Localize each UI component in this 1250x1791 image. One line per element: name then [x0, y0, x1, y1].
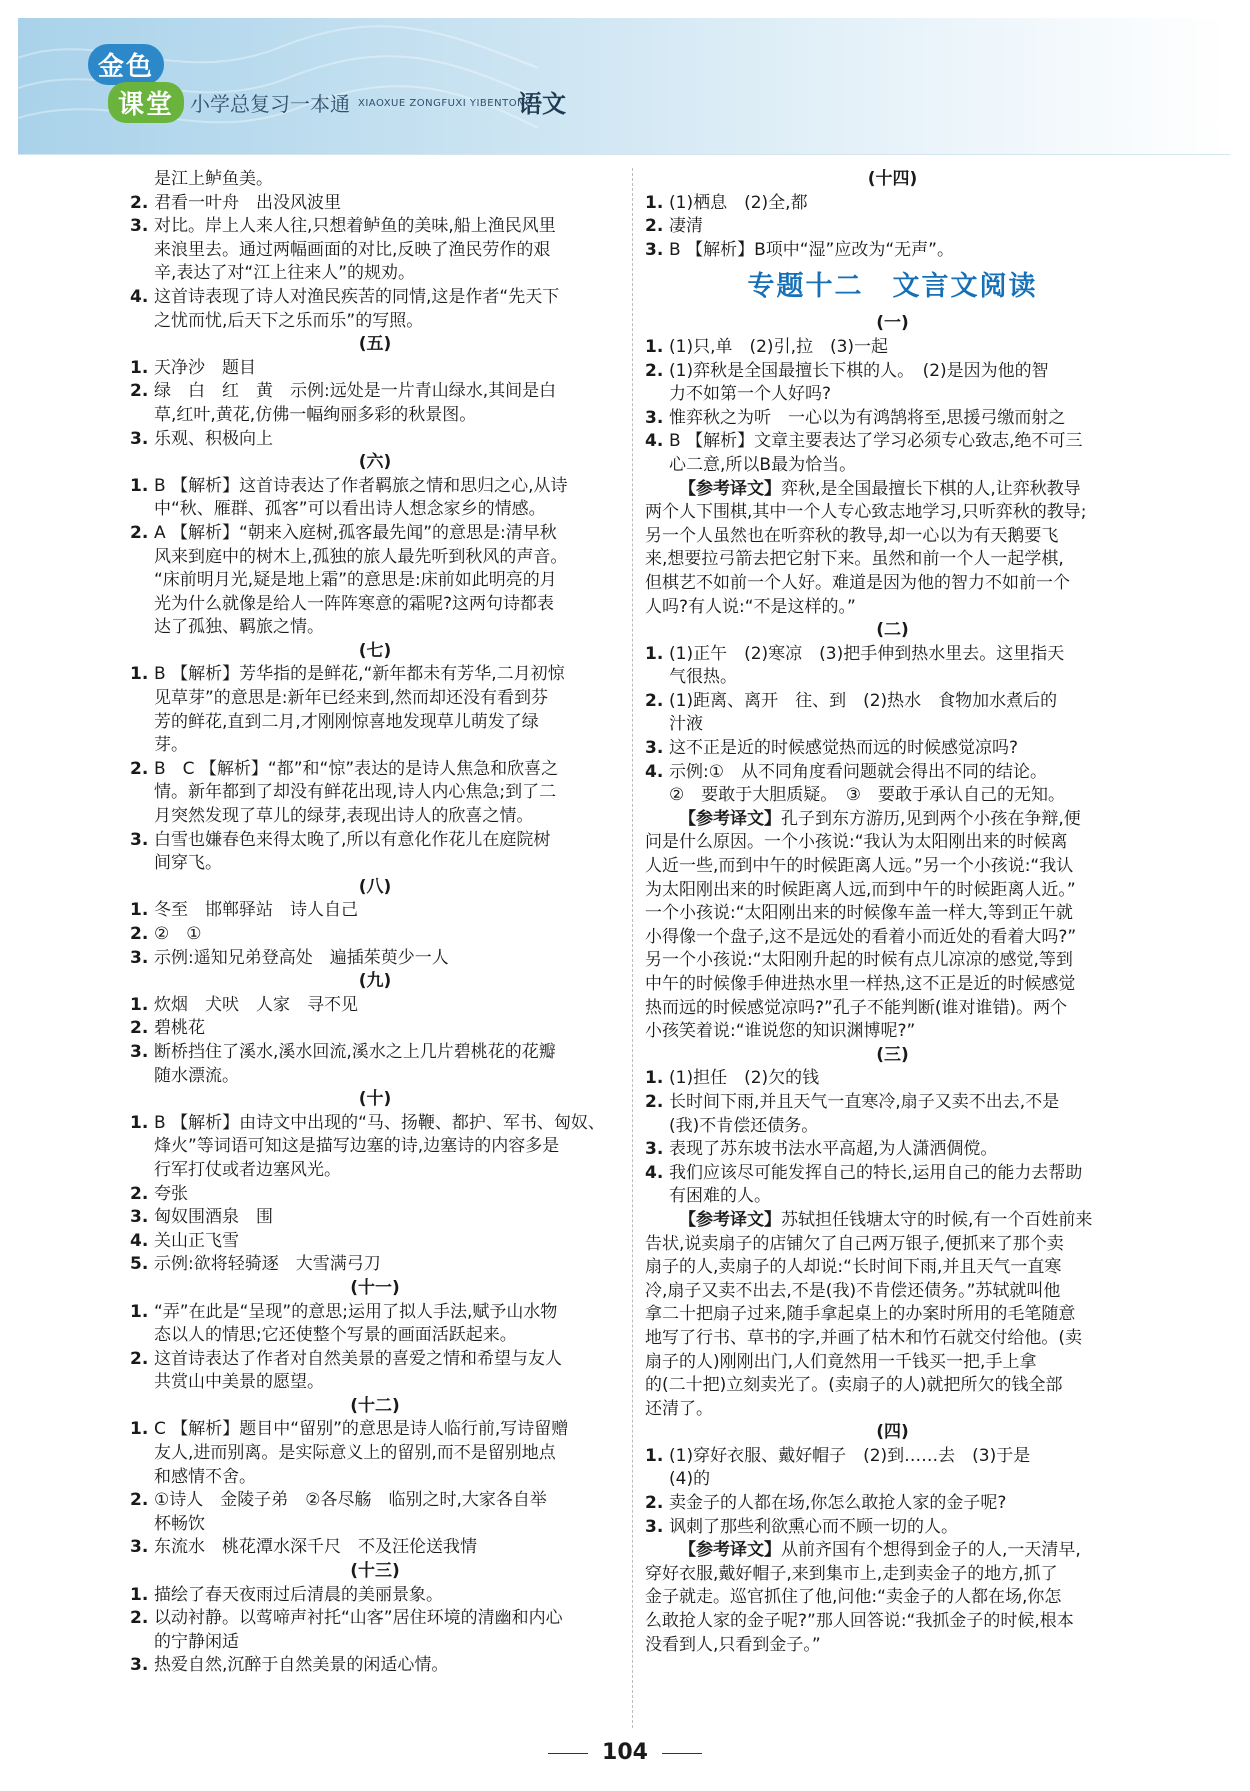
answer-item: [645, 1067, 1140, 1091]
item-number: 4.: [645, 1162, 664, 1183]
translation-tag: 【参考译文】: [679, 1540, 781, 1561]
answer-item: [645, 761, 1140, 785]
series-title-pinyin: XIAOXUE ZONGFUXI YIBENTONG: [358, 98, 534, 109]
answer-continuation: 间穿飞。: [154, 853, 222, 874]
answer-item: [130, 663, 620, 687]
item-text: ①诗人 金陵子弟 ②各尽觞 临别之时,大家各自举: [154, 1490, 547, 1511]
section-number: (二): [876, 620, 909, 641]
translation-line: 但棋艺不如前一个人好。难道是因为他的智力不如前一个: [645, 572, 1070, 593]
item-text: 东流水 桃花潭水深千尺 不及汪伦送我情: [154, 1537, 477, 1558]
item-number: 3.: [645, 1516, 664, 1537]
item-number: 4.: [645, 761, 664, 782]
page-number-dash-right: [662, 1753, 702, 1754]
item-number: 1.: [645, 1068, 664, 1089]
item-number: 2.: [130, 381, 149, 402]
item-text: B C 【解析】“都”和“惊”表达的是诗人焦急和欣喜之: [154, 758, 559, 779]
translation-line: 另一个小孩说:“太阳刚升起的时候有点儿凉凉的感觉,等到: [645, 950, 1073, 971]
section-number: (一): [876, 313, 909, 334]
translation-line: 小孩笑着说:“谁说您的知识渊博呢?”: [645, 1021, 916, 1042]
answer-item: [130, 1654, 620, 1678]
translation-line: 另一个人虽然也在听弈秋的教导,却一心以为有天鹅要飞: [645, 525, 1059, 546]
item-number: 2.: [645, 1091, 664, 1112]
item-text: 示例:欲将轻骑逐 大雪满弓刀: [154, 1254, 381, 1275]
item-number: 2.: [130, 1348, 149, 1369]
left-column: [130, 168, 620, 1678]
item-text: (1)正午 (2)寒凉 (3)把手伸到热水里去。这里指天: [669, 643, 1065, 664]
translation-line: 还清了。: [645, 1398, 713, 1419]
translation-line: 么敢抢人家的金子呢?”那人回答说:“我抓金子的时候,根本: [645, 1611, 1074, 1632]
series-title: 小学总复习一本通: [190, 92, 350, 116]
item-text: ② ①: [154, 924, 202, 944]
item-number: 2.: [130, 924, 149, 944]
translation-line: 小得像一个盘子,这不是远处的看着小而近处的看着大吗?”: [645, 926, 1077, 947]
translation-text: 弈秋,是全国最擅长下棋的人,让弈秋教导: [781, 478, 1081, 499]
item-text: B 【解析】B项中“湿”应改为“无声”。: [669, 239, 954, 260]
translation-text: 从前齐国有个想得到金子的人,一天清早,: [781, 1540, 1081, 1561]
answer-item: [130, 380, 620, 404]
translation-tag: 【参考译文】: [679, 808, 781, 829]
translation-tag: 【参考译文】: [679, 1209, 781, 1230]
answer-item: [645, 643, 1140, 667]
item-text: 碧桃花: [154, 1018, 205, 1039]
answer-continuation: 和感情不舍。: [154, 1466, 256, 1487]
section-number: (四): [876, 1422, 909, 1443]
item-text: 长时间下雨,并且天气一直寒冷,扇子又卖不出去,不是: [669, 1091, 1060, 1112]
item-number: 2.: [645, 360, 664, 381]
item-number: 4.: [645, 431, 664, 452]
column-divider: [632, 168, 633, 1728]
item-text: (1)距离、离开 往、到 (2)热水 食物加水煮后的: [669, 690, 1058, 711]
translation-line: 人吗?有人说:“不是这样的。”: [645, 596, 856, 617]
wave-pattern-decoration: [18, 18, 538, 154]
item-number: 2.: [645, 216, 664, 237]
section-number: (十二): [350, 1395, 400, 1416]
item-number: 1.: [645, 192, 664, 213]
item-number: 2.: [645, 690, 664, 711]
answer-item: [130, 1301, 620, 1325]
translation-line: 金子就走。巡官抓住了他,问他:“卖金子的人都在场,你怎: [645, 1587, 1062, 1608]
answer-item: [130, 1607, 620, 1631]
item-number: 2.: [130, 758, 149, 779]
answer-continuation: 芳的鲜花,直到二月,才刚刚惊喜地发现草儿萌发了绿: [154, 711, 539, 732]
answer-item: [130, 1041, 620, 1065]
item-text: “弄”在此是“呈现”的意思;运用了拟人手法,赋予山水物: [154, 1301, 558, 1322]
page-header: [18, 18, 1230, 155]
item-text: 君看一叶舟 出没风波里: [154, 192, 341, 213]
page-number-dash-left: [548, 1753, 588, 1754]
item-text: 凄清: [669, 216, 703, 237]
answer-item: [130, 1536, 620, 1560]
translation-line: 没看到人,只看到金子。”: [645, 1634, 821, 1655]
item-number: 2.: [130, 1490, 149, 1511]
answer-continuation: 见草芽”的意思是:新年已经来到,然而却还没有看到芬: [154, 688, 548, 709]
item-number: 2.: [130, 1018, 149, 1039]
item-text: (1)弈秋是全国最擅长下棋的人。 (2)是因为他的智: [669, 360, 1049, 381]
item-number: 3.: [130, 1041, 149, 1062]
answer-item: [645, 1516, 1140, 1540]
item-text: (1)只,单 (2)引,拉 (3)一起: [669, 336, 889, 357]
item-number: 3.: [645, 738, 664, 759]
item-number: 1.: [130, 475, 149, 496]
answer-continuation: “床前明月光,疑是地上霜”的意思是:床前如此明亮的月: [154, 570, 557, 591]
answer-item: [130, 1183, 620, 1207]
item-text: 示例:遥知兄弟登高处 遍插茱萸少一人: [154, 947, 449, 968]
section-number: (十四): [867, 169, 918, 189]
answer-continuation: 态以人的情思;它还使整个写景的画面活跃起来。: [154, 1325, 517, 1346]
item-number: 3.: [130, 1207, 149, 1228]
answer-item: [645, 215, 1140, 239]
answer-item: [645, 690, 1140, 714]
item-number: 3.: [130, 216, 149, 237]
item-text: 描绘了春天夜雨过后清晨的美丽景象。: [154, 1584, 443, 1605]
answer-item: [130, 286, 620, 310]
answer-item: [130, 428, 620, 452]
item-text: 表现了苏东坡书法水平高超,为人潇洒倜傥。: [669, 1139, 998, 1160]
answer-continuation: 汁液: [669, 714, 703, 735]
answer-continuation: ② 要敢于大胆质疑。 ③ 要敢于承认自己的无知。: [669, 785, 1065, 806]
item-text: 断桥挡住了溪水,溪水回流,溪水之上几片碧桃花的花瓣: [154, 1041, 556, 1062]
item-text: 冬至 邯郸驿站 诗人自己: [154, 900, 358, 921]
translation-line: 拿二十把扇子过来,随手拿起桌上的办案时所用的毛笔随意: [645, 1304, 1076, 1325]
answer-item: [645, 336, 1140, 360]
item-number: 1.: [130, 994, 149, 1015]
item-text: (1)穿好衣服、戴好帽子 (2)到……去 (3)于是: [669, 1445, 1031, 1466]
right-column: [645, 168, 1140, 1657]
answer-item: [130, 994, 620, 1018]
translation-line: 冷,扇子又卖不出去,不是(我)不肯偿还债务。”苏轼就叫他: [645, 1280, 1061, 1301]
reference-translation: [645, 1539, 1140, 1563]
item-number: 3.: [130, 1655, 149, 1676]
answer-continuation: 随水漂流。: [154, 1065, 239, 1086]
item-number: 3.: [130, 947, 149, 968]
answer-continuation: 中“秋、雁群、孤客”可以看出诗人想念家乡的情感。: [154, 499, 546, 520]
translation-tag: 【参考译文】: [679, 478, 781, 499]
section-number: (八): [358, 876, 392, 897]
translation-line: 一个小孩说:“太阳刚出来的时候像车盖一样大,等到正午就: [645, 903, 1073, 924]
item-number: 1.: [645, 1445, 664, 1466]
translation-line: 热而远的时候感觉凉吗?”孔子不能判断(谁对谁错)。两个: [645, 997, 1068, 1018]
answer-item: [645, 737, 1140, 761]
answer-item: [130, 1112, 620, 1136]
answer-item: [130, 1206, 620, 1230]
item-number: 1.: [130, 1301, 149, 1322]
answer-item: [645, 407, 1140, 431]
item-text: 炊烟 犬吠 人家 寻不见: [154, 994, 358, 1015]
item-text: 讽刺了那些利欲熏心而不顾一切的人。: [669, 1516, 958, 1537]
item-number: 1.: [130, 357, 149, 378]
answer-continuation: 草,红叶,黄花,仿佛一幅绚丽多彩的秋景图。: [154, 404, 477, 425]
section-number: (七): [358, 640, 392, 661]
item-text: 白雪也嫌春色来得太晚了,所以有意化作花儿在庭院树: [154, 829, 551, 850]
answer-item: [645, 1162, 1140, 1186]
section-number: (三): [876, 1044, 909, 1065]
item-text: B 【解析】这首诗表达了作者羁旅之情和思归之心,从诗: [154, 475, 568, 496]
item-text: 惟弈秋之为听 一心以为有鸿鹄将至,思援弓缴而射之: [669, 407, 1066, 428]
answer-item: [130, 1253, 620, 1277]
answer-continuation: 杯畅饮: [154, 1513, 205, 1534]
translation-line: 告状,说卖扇子的店铺欠了自己两万银子,便抓来了那个卖: [645, 1233, 1064, 1254]
translation-text: 孔子到东方游历,见到两个小孩在争辩,便: [781, 808, 1081, 829]
section-number: (六): [358, 452, 392, 473]
item-number: 2.: [645, 1493, 664, 1514]
answer-continuation: 之忧而忧,后天下之乐而乐”的写照。: [154, 310, 424, 331]
item-number: 3.: [645, 239, 664, 260]
answer-item: [130, 1418, 620, 1442]
item-text: 绿 白 红 黄 示例:远处是一片青山绿水,其间是白: [154, 381, 557, 402]
answer-continuation: 气很热。: [669, 667, 737, 688]
answer-item: [130, 1017, 620, 1041]
answer-item: [130, 1230, 620, 1254]
item-text: 乐观、积极向上: [154, 428, 273, 449]
item-number: 1.: [130, 664, 149, 685]
topic-title: 专题十二 文言文阅读: [747, 271, 1038, 303]
answer-item: [645, 1492, 1140, 1516]
item-number: 3.: [645, 407, 664, 428]
answer-continuation: 风来到庭中的树木上,孤独的旅人最先听到秋风的声音。: [154, 546, 568, 567]
item-number: 1.: [130, 1419, 149, 1440]
page-number-text: 104: [602, 1740, 648, 1765]
item-text: 匈奴围酒泉 围: [154, 1207, 273, 1228]
item-number: 3.: [645, 1139, 664, 1160]
item-number: 1.: [130, 1584, 149, 1605]
item-number: 4.: [130, 1230, 149, 1251]
item-number: 1.: [130, 900, 149, 921]
item-number: 3.: [130, 829, 149, 850]
item-text: 我们应该尽可能发挥自己的特长,运用自己的能力去帮助: [669, 1162, 1083, 1183]
answer-item: [130, 475, 620, 499]
answer-item: [130, 947, 620, 971]
answer-continuation: 力不如第一个人好吗?: [669, 384, 832, 405]
answer-item: [130, 758, 620, 782]
item-text: 这首诗表达了作者对自然美景的喜爱之情和希望与友人: [154, 1348, 562, 1369]
answer-continuation: 月突然发现了草儿的绿芽,表现出诗人的欣喜之情。: [154, 806, 534, 827]
item-number: 2.: [130, 192, 149, 213]
brand-logo-top: 金色: [88, 44, 164, 85]
answer-continuation: 芽。: [154, 735, 188, 756]
item-text: 卖金子的人都在场,你怎么敢抢人家的金子呢?: [669, 1493, 1007, 1514]
item-number: 4.: [130, 286, 149, 307]
answer-continuation: (我)不肯偿还债务。: [669, 1115, 819, 1136]
item-text: 热爱自然,沉醉于自然美景的闲适心情。: [154, 1655, 449, 1676]
translation-line: 扇子的人,卖扇子的人却说:“长时间下雨,并且天气一直寒: [645, 1257, 1062, 1278]
item-text: 对比。岸上人来人往,只想着鲈鱼的美味,船上渔民风里: [154, 216, 556, 237]
item-text: 以动衬静。以莺啼声衬托“山客”居住环境的清幽和内心: [154, 1608, 563, 1629]
item-text: 这不正是近的时候感觉热而远的时候感觉凉吗?: [669, 738, 1019, 759]
section-number: (五): [358, 334, 392, 355]
answer-continuation: (4)的: [669, 1469, 711, 1490]
subject-title: 语文: [518, 90, 566, 118]
translation-line: 问是什么原因。一个小孩说:“我认为太阳刚出来的时候离: [645, 832, 1068, 853]
translation-line: 为太阳刚出来的时候距离人远,而到中午的时候距离人近。”: [645, 879, 1076, 900]
answer-item: [645, 1445, 1140, 1469]
answer-item: [645, 360, 1140, 384]
answer-item: [130, 215, 620, 239]
translation-line: 人近一些,而到中午的时候距离人远。”另一个小孩说:“我认: [645, 856, 1074, 877]
translation-line: 扇子的人)刚刚出门,人们竟然用一千钱买一把,手上拿: [645, 1351, 1037, 1372]
item-number: 5.: [130, 1254, 149, 1275]
item-text: B 【解析】芳华指的是鲜花,“新年都未有芳华,二月初惊: [154, 664, 565, 685]
translation-line: 中午的时候像手伸进热水里一样热,这不正是近的时候感觉: [645, 974, 1076, 994]
reference-translation: [645, 808, 1140, 832]
translation-line: 两个人下围棋,其中一个人专心致志地学习,只听弈秋的教导;: [645, 502, 1087, 523]
answer-continuation: 达了孤独、羁旅之情。: [154, 617, 324, 638]
answer-item: [130, 829, 620, 853]
answer-continuation: 光为什么就像是给人一阵阵寒意的霜呢?这两句诗都表: [154, 593, 555, 614]
answer-continuation: 有困难的人。: [669, 1186, 771, 1207]
answer-item: [130, 1348, 620, 1372]
item-text: 夸张: [154, 1183, 188, 1204]
item-text: 天净沙 题目: [154, 357, 256, 378]
section-number: (十一): [350, 1277, 400, 1298]
item-text: (1)栖息 (2)全,都: [669, 192, 808, 213]
answer-item: [130, 899, 620, 923]
item-number: 2.: [130, 1183, 149, 1204]
answer-item: [130, 522, 620, 546]
reference-translation: [645, 478, 1140, 502]
item-number: 2.: [130, 522, 149, 543]
section-number: (九): [358, 971, 392, 992]
answer-item: [130, 1584, 620, 1608]
item-text: 示例:① 从不同角度看问题就会得出不同的结论。: [669, 761, 1047, 782]
page-number: [0, 1740, 1250, 1765]
section-number: (十三): [350, 1561, 400, 1582]
answer-continuation: 情。新年都到了却没有鲜花出现,诗人内心焦急;到了二: [154, 782, 557, 803]
answer-continuation: 共赏山中美景的愿望。: [154, 1372, 324, 1393]
item-number: 1.: [645, 643, 664, 664]
answer-continuation: 辛,表达了对“江上往来人”的规劝。: [154, 263, 416, 284]
answer-continuation: 来浪里去。通过两幅画面的对比,反映了渔民劳作的艰: [154, 239, 551, 260]
section-number: (十): [358, 1089, 392, 1110]
translation-line: 地写了行书、草书的字,并画了枯木和竹石就交付给他。(卖: [645, 1327, 1083, 1348]
answer-item: [130, 192, 620, 216]
item-text: 关山正飞雪: [154, 1230, 239, 1251]
item-number: 3.: [130, 428, 149, 449]
answer-item: [130, 923, 620, 947]
answer-item: [645, 430, 1140, 454]
item-text: (1)担任 (2)欠的钱: [669, 1068, 820, 1089]
answer-item: [645, 1138, 1140, 1162]
translation-line: 的(二十把)立刻卖光了。(卖扇子的人)就把所欠的钱全部: [645, 1375, 1063, 1396]
brand-logo-bottom: 课堂: [108, 82, 184, 123]
item-number: 1.: [645, 336, 664, 357]
answer-item: [130, 357, 620, 381]
answer-item: [645, 1091, 1140, 1115]
translation-text: 苏轼担任钱塘太守的时候,有一个百姓前来: [781, 1209, 1093, 1230]
answer-item: [645, 192, 1140, 216]
answer-item: [645, 239, 1140, 263]
answer-continuation: 心二意,所以B最为恰当。: [669, 454, 857, 475]
translation-line: 穿好衣服,戴好帽子,来到集市上,走到卖金子的地方,抓了: [645, 1563, 1058, 1584]
answer-continuation: 的宁静闲适: [154, 1631, 239, 1652]
item-number: 2.: [130, 1608, 149, 1629]
answer-continuation: 行军打仗或者边塞风光。: [154, 1159, 341, 1180]
item-number: 3.: [130, 1537, 149, 1558]
reference-translation: [645, 1209, 1140, 1233]
item-text: C 【解析】题目中“留别”的意思是诗人临行前,写诗留赠: [154, 1419, 569, 1440]
answer-continuation: 烽火”等词语可知这是描写边塞的诗,边塞诗的内容多是: [154, 1136, 560, 1157]
item-number: 1.: [130, 1112, 149, 1133]
item-text: B 【解析】文章主要表达了学习必须专心致志,绝不可三: [669, 431, 1083, 452]
answer-continuation: 友人,进而别离。是实际意义上的留别,而不是留别地点: [154, 1443, 556, 1464]
answer-continuation: 是江上鲈鱼美。: [154, 169, 273, 189]
item-text: 这首诗表现了诗人对渔民疾苦的同情,这是作者“先天下: [154, 286, 560, 307]
answer-item: [130, 1489, 620, 1513]
item-text: A 【解析】“朝来入庭树,孤客最先闻”的意思是:清早秋: [154, 522, 557, 543]
item-text: B 【解析】由诗文中出现的“马、扬鞭、都护、军书、匈奴、: [154, 1112, 605, 1133]
translation-line: 来,想要拉弓箭去把它射下来。虽然和前一个人一起学棋,: [645, 549, 1064, 570]
